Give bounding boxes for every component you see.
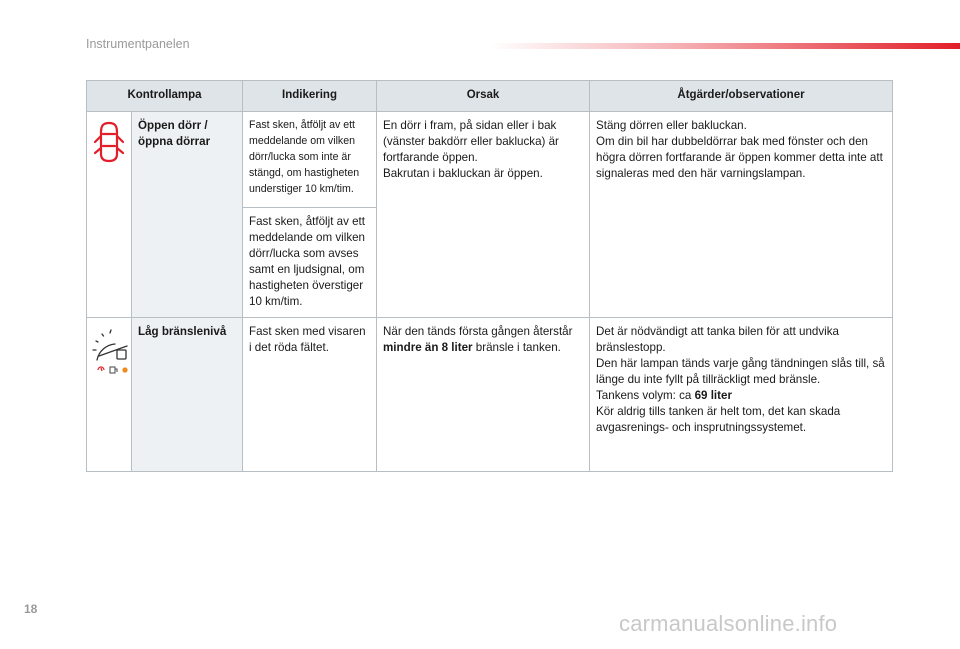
cause-text-pre: När den tänds första gången återstår <box>383 325 573 338</box>
lamp-name-low-fuel: Låg bränslenivå <box>132 318 243 472</box>
column-header-indikering: Indikering <box>243 81 377 112</box>
column-header-atgarder: Åtgärder/observationer <box>590 81 893 112</box>
indication-open-door-1: Fast sken, åtföljt av ett meddelande om vilken dörr/lucka som inte är stängd, om hastigheten understiger 10 km/tim. <box>243 112 377 208</box>
column-header-kontrollampa: Kontrollampa <box>87 81 243 112</box>
cause-line: Bakrutan i bakluckan är öppen. <box>383 166 543 180</box>
action-low-fuel <box>590 318 893 472</box>
action-line: Om din bil har dubbeldörrar bak med fönster och den högra dörren fortfarande är öppen kommer detta inte att signaleras med den här varningslampan. <box>596 134 883 180</box>
action-line: Stäng dörren eller bakluckan. <box>596 119 747 132</box>
indication-low-fuel: Fast sken med visaren i det röda fältet. <box>243 318 377 472</box>
cause-text-post: bränsle i tanken. <box>472 340 561 354</box>
cause-text-bold: mindre än 8 liter <box>383 340 473 354</box>
column-header-orsak: Orsak <box>377 81 590 112</box>
cause-low-fuel <box>377 318 590 472</box>
open-door-car-icon <box>93 120 125 164</box>
fuel-gauge-icon <box>89 326 133 376</box>
action-line <box>596 388 886 404</box>
action-open-door <box>590 112 893 318</box>
header-title: Instrumentpanelen <box>86 37 190 51</box>
tank-volume-label: Tankens volym: ca <box>596 388 695 402</box>
watermark: carmanualsonline.info <box>619 611 838 636</box>
cause-open-door <box>377 112 590 318</box>
warning-lamp-table <box>86 80 893 472</box>
action-line: Kör aldrig tills tanken är helt tom, det kan skada avgasrenings- och insprutningssystemet. <box>596 404 841 434</box>
table-row <box>87 112 893 208</box>
table-row <box>87 318 893 472</box>
lamp-icon-cell <box>87 112 132 318</box>
indication-open-door-2: Fast sken, åtföljt av ett meddelande om vilken dörr/lucka som avses samt en ljudsignal, om hastigheten överstiger 10 km/tim. <box>243 208 377 318</box>
action-line: Den här lampan tänds varje gång tändningen slås till, så länge du inte fyllt på tillräckligt med bränsle. <box>596 356 885 386</box>
table-header-row <box>87 81 893 112</box>
lamp-icon-cell <box>87 318 132 472</box>
tank-volume-value: 69 liter <box>694 388 732 402</box>
header-accent-bar <box>490 43 960 49</box>
action-line: Det är nödvändigt att tanka bilen för att undvika bränslestopp. <box>596 325 839 354</box>
cause-line: En dörr i fram, på sidan eller i bak (vänster bakdörr eller baklucka) är fortfarande öppen. <box>383 119 559 164</box>
lamp-name-open-door: Öppen dörr / öppna dörrar <box>132 112 243 318</box>
page-number: 18 <box>24 602 38 616</box>
